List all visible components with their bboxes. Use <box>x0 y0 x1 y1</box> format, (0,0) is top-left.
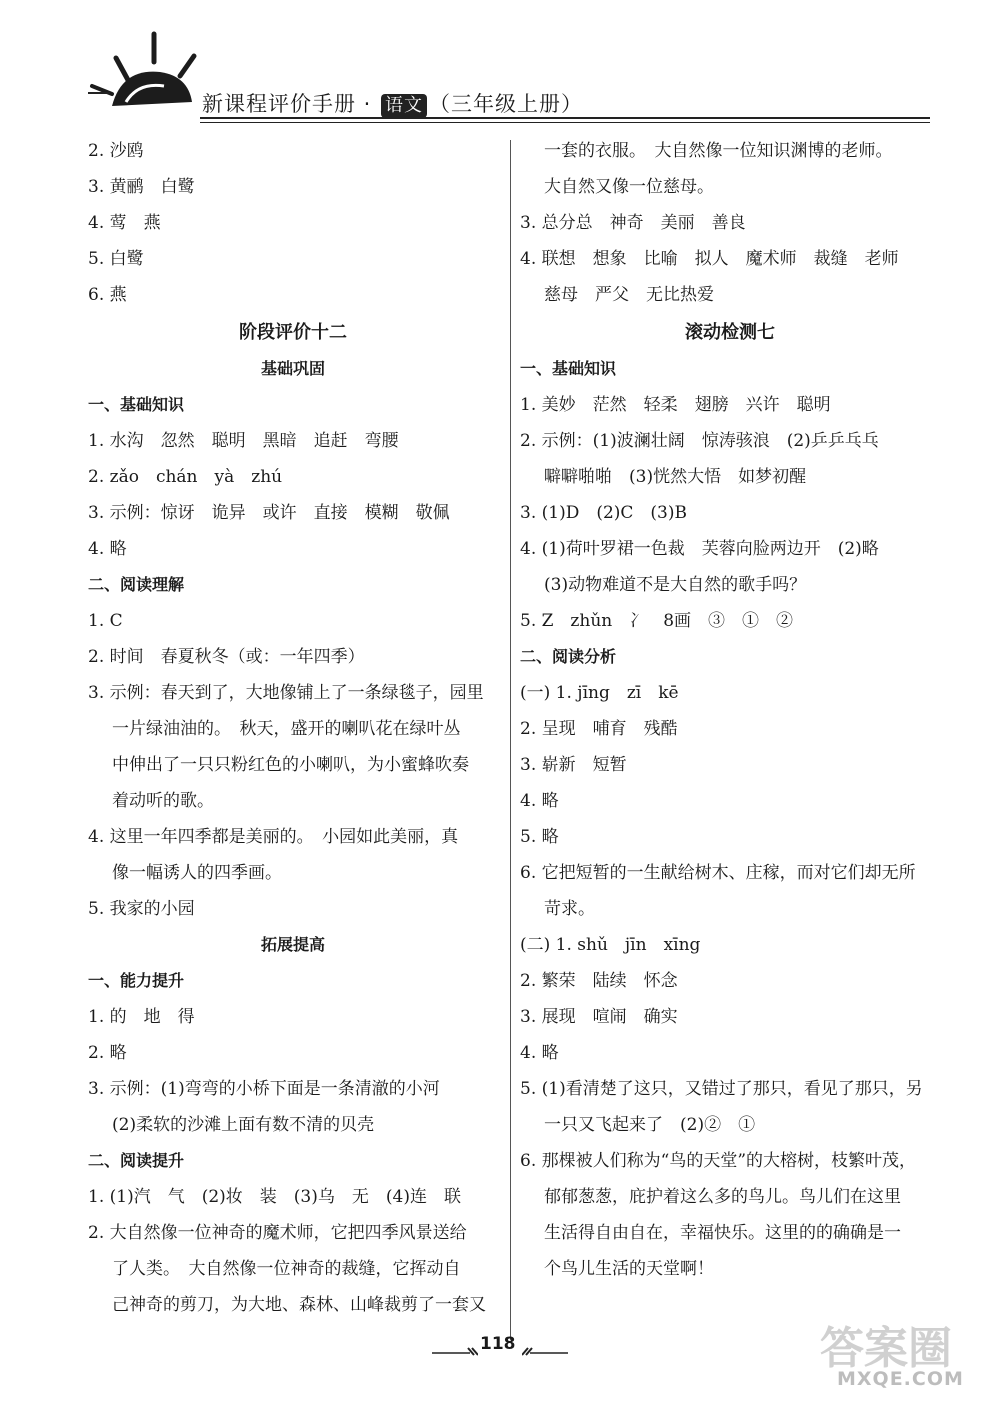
answer-line: 5. 白鹭 <box>88 249 144 269</box>
answer-line: 4. (1)荷叶罗裙一色裁 芙蓉向脸两边开 (2)略 <box>520 539 879 559</box>
part-heading: 一、能力提升 <box>88 971 185 990</box>
header-rule-thin <box>200 122 930 123</box>
answer-line: 5. Z zhǔn 冫 8画 ③ ① ② <box>520 611 794 631</box>
subsection-heading: 拓展提高 <box>260 935 325 954</box>
answer-line: 大自然又像一位慈母。 <box>544 177 714 197</box>
answer-line: 6. 它把短暂的一生献给树木、庄稼，而对它们却无所 <box>520 863 916 883</box>
answer-line: 了人类。 大自然像一位神奇的裁缝，它挥动自 <box>112 1259 461 1279</box>
page-header <box>0 0 1000 135</box>
answer-line: 一套的衣服。 大自然像一位知识渊博的老师。 <box>544 141 893 161</box>
watermark-logo-text: 答案圈 <box>820 1323 952 1374</box>
answer-line: 5. 略 <box>520 827 559 847</box>
part-heading: 二、阅读理解 <box>88 575 185 594</box>
header-title-pre: 新课程评价手册 · <box>202 92 380 116</box>
answer-line: 3. 示例：(1)弯弯的小桥下面是一条清澈的小河 <box>88 1079 440 1099</box>
answer-line: 2. 繁荣 陆续 怀念 <box>520 971 678 991</box>
answer-line: 1. 的 地 得 <box>88 1007 195 1027</box>
answer-line: 己神奇的剪刀，为大地、森林、山峰裁剪了一套又 <box>112 1295 486 1315</box>
answer-line: 3. 示例：惊讶 诡异 或许 直接 模糊 敬佩 <box>88 503 450 523</box>
part-heading: 二、阅读分析 <box>520 647 617 666</box>
left-column <box>88 133 498 1323</box>
answer-line: 4. 这里一年四季都是美丽的。 小园如此美丽，真 <box>88 827 459 847</box>
answer-line: 4. 略 <box>520 1043 559 1063</box>
answer-line: 像一幅诱人的四季画。 <box>112 863 282 883</box>
answer-line: 郁郁葱葱，庇护着这么多的鸟儿。鸟儿们在这里 <box>544 1187 901 1207</box>
answer-line: 4. 莺 燕 <box>88 213 161 233</box>
answer-line: 3. 崭新 短暂 <box>520 755 627 775</box>
answer-line: 5. 我家的小园 <box>88 899 195 919</box>
answer-line: 2. 呈现 哺育 残酷 <box>520 719 678 739</box>
answer-line: 1. 水沟 忽然 聪明 黑暗 追赶 弯腰 <box>88 431 399 451</box>
answer-line: 5. (1)看清楚了这只，又错过了那只，看见了那只，另 <box>520 1079 923 1099</box>
answer-line: 2. zǎo chán yà zhú <box>88 467 283 487</box>
answer-line: 4. 联想 想象 比喻 拟人 魔术师 裁缝 老师 <box>520 249 899 269</box>
subject-badge: 语文 <box>381 94 427 118</box>
footer-ornament-right-icon <box>522 1346 570 1356</box>
answer-line: 3. (1)D (2)C (3)B <box>520 503 687 523</box>
part-heading: 一、基础知识 <box>520 359 617 378</box>
answer-line: 3. 展现 喧闹 确实 <box>520 1007 678 1027</box>
answer-line: 6. 那棵被人们称为“鸟的天堂”的大榕树，枝繁叶茂， <box>520 1151 917 1171</box>
answer-line: 个鸟儿生活的天堂啊！ <box>544 1259 714 1279</box>
answer-line: 3. 黄鹂 白鹭 <box>88 177 195 197</box>
header-title-post: （三年级上册） <box>429 92 584 116</box>
answer-line: 4. 略 <box>88 539 127 559</box>
part-heading: 一、基础知识 <box>88 395 185 414</box>
answer-line: (二) 1. shǔ jīn xīng <box>520 935 701 955</box>
part-heading: 二、阅读提升 <box>88 1151 185 1170</box>
sun-logo-icon <box>82 28 212 128</box>
header-rule <box>200 117 930 119</box>
watermark <box>815 1310 985 1395</box>
header-rule-left <box>88 92 110 94</box>
answer-line: 一只又飞起来了 (2)② ① <box>544 1115 756 1135</box>
answer-line: 2. 时间 春夏秋冬（或：一年四季） <box>88 647 365 667</box>
answer-line: 2. 沙鸥 <box>88 141 144 161</box>
subsection-heading: 基础巩固 <box>260 359 325 378</box>
right-column <box>520 133 940 1287</box>
answer-line: 噼噼啪啪 (3)恍然大悟 如梦初醒 <box>544 467 807 487</box>
answer-line: 2. 略 <box>88 1043 127 1063</box>
answer-line: 着动听的歌。 <box>112 791 214 811</box>
section-heading: 阶段评价十二 <box>239 322 347 343</box>
answer-line: 2. 示例：(1)波澜壮阔 惊涛骇浪 (2)乒乒乓乓 <box>520 431 879 451</box>
answer-line: 生活得自由自在，幸福快乐。这里的的确确是一 <box>544 1223 901 1243</box>
page-number: 118 <box>480 1334 516 1354</box>
answer-line: 1. 美妙 茫然 轻柔 翅膀 兴许 聪明 <box>520 395 831 415</box>
column-divider <box>510 140 511 1340</box>
answer-line: 2. 大自然像一位神奇的魔术师，它把四季风景送给 <box>88 1223 467 1243</box>
header-title <box>202 88 583 118</box>
answer-line: 中伸出了一只只粉红色的小喇叭，为小蜜蜂吹奏 <box>112 755 469 775</box>
answer-line: 6. 燕 <box>88 285 127 305</box>
section-heading: 滚动检测七 <box>685 322 775 343</box>
answer-line: (一) 1. jīng zī kē <box>520 683 679 703</box>
answer-line: (2)柔软的沙滩上面有数不清的贝壳 <box>112 1115 375 1135</box>
answer-line: 4. 略 <box>520 791 559 811</box>
answer-line: 慈母 严父 无比热爱 <box>544 285 714 305</box>
answer-line: 苛求。 <box>544 899 595 919</box>
footer-ornament-left-icon <box>430 1346 478 1356</box>
watermark-site: MXQE.COM <box>837 1368 964 1390</box>
answer-line: 3. 示例：春天到了，大地像铺上了一条绿毯子，园里 <box>88 683 484 703</box>
answer-line: 一片绿油油的。 秋天，盛开的喇叭花在绿叶丛 <box>112 719 461 739</box>
answer-line: 1. (1)汽 气 (2)妆 装 (3)乌 无 (4)连 联 <box>88 1187 461 1207</box>
answer-line: 1. C <box>88 611 123 631</box>
answer-line: (3)动物难道不是大自然的歌手吗？ <box>544 575 807 595</box>
answer-line: 3. 总分总 神奇 美丽 善良 <box>520 213 746 233</box>
